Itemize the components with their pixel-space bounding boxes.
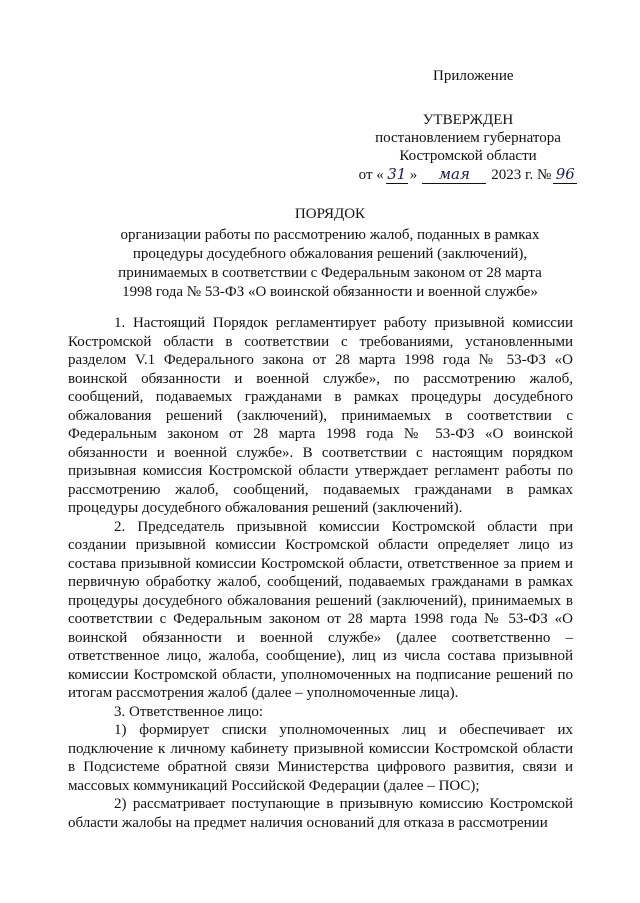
date-mid: »	[409, 167, 418, 183]
paragraph-3-2: 2) рассматривает поступающие в призывную комиссию Костромской области жалобы на предмет наличия оснований для отказа в рассмотрении	[68, 796, 573, 831]
document-title: ПОРЯДОК	[294, 206, 366, 222]
approval-line-3: Костромской области	[399, 148, 537, 164]
approval-block	[358, 111, 578, 184]
appendix-label: Приложение	[433, 68, 514, 84]
subtitle-line: процедуры досудебного обжалования решений (заключений),	[132, 246, 528, 262]
handwritten-number: 96	[553, 165, 577, 184]
paragraph-2: 2. Председатель призывной комиссии Костромской области при создании призывной комиссии Костромской области определяет лицо из состава призывной комиссии Костромской области, ответственное за прием и первичную обработку жалоб, сообщений, подаваемых гражданами в рамках процедуры досудебного обжалования решений (заключений), принимаемых в соответствии с Федеральным законом от 28 марта 1998 года № 53-ФЗ «О воинской обязанности и военной службе» (далее соответственно – ответственное лицо, жалоба, сообщение), лиц из числа состава призывной комиссии Костромской области, уполномоченных на подписание решений по итогам рассмотрения жалоб (далее – уполномоченные лица).	[68, 518, 573, 701]
approval-line-2: постановлением губернатора	[375, 130, 561, 146]
handwritten-day: 31	[387, 165, 407, 183]
handwritten-month: мая	[422, 165, 486, 184]
document-subtitle	[70, 226, 590, 302]
paragraph-3-1: 1) формирует списки уполномоченных лиц и обеспечивает их подключение к личному кабинету призывной комиссии Костромской области в Подсистеме обратной связи Министерства цифрового развития, связи и массовых коммуникаций Российской Федерации (далее – ПОС);	[68, 722, 573, 794]
approval-date-line	[358, 165, 578, 184]
date-prefix: от «	[358, 167, 384, 183]
year-text: 2023 г. №	[491, 167, 552, 183]
subtitle-line: принимаемых в соответствии с Федеральным законом от 28 марта	[118, 265, 542, 281]
subtitle-line: организации работы по рассмотрению жалоб, поданных в рамках	[120, 227, 540, 243]
document-body	[68, 314, 573, 832]
paragraph-1: 1. Настоящий Порядок регламентирует работу призывной комиссии Костромской области в соответствии с требованиями, установленными разделом V.1 Федерального закона от 28 марта 1998 года № 53-ФЗ «О воинской обязанности и военной службе», по рассмотрению жалоб, сообщений, подаваемых гражданами в рамках процедуры досудебного обжалования решений (заключений), принимаемых в соответствии с Федеральным законом от 28 марта 1998 года № 53-ФЗ «О воинской обязанности и военной службе». В соответствии с настоящим порядком призывная комиссия Костромской области утверждает регламент работы по рассмотрению жалоб, сообщений, подаваемых гражданами в рамках процедуры досудебного обжалования решений (заключений).	[68, 315, 573, 516]
approval-heading: УТВЕРЖДЕН	[422, 112, 514, 128]
paragraph-3: 3. Ответственное лицо:	[114, 703, 263, 720]
subtitle-line: 1998 года № 53-ФЗ «О воинской обязанности и военной службе»	[122, 284, 538, 300]
